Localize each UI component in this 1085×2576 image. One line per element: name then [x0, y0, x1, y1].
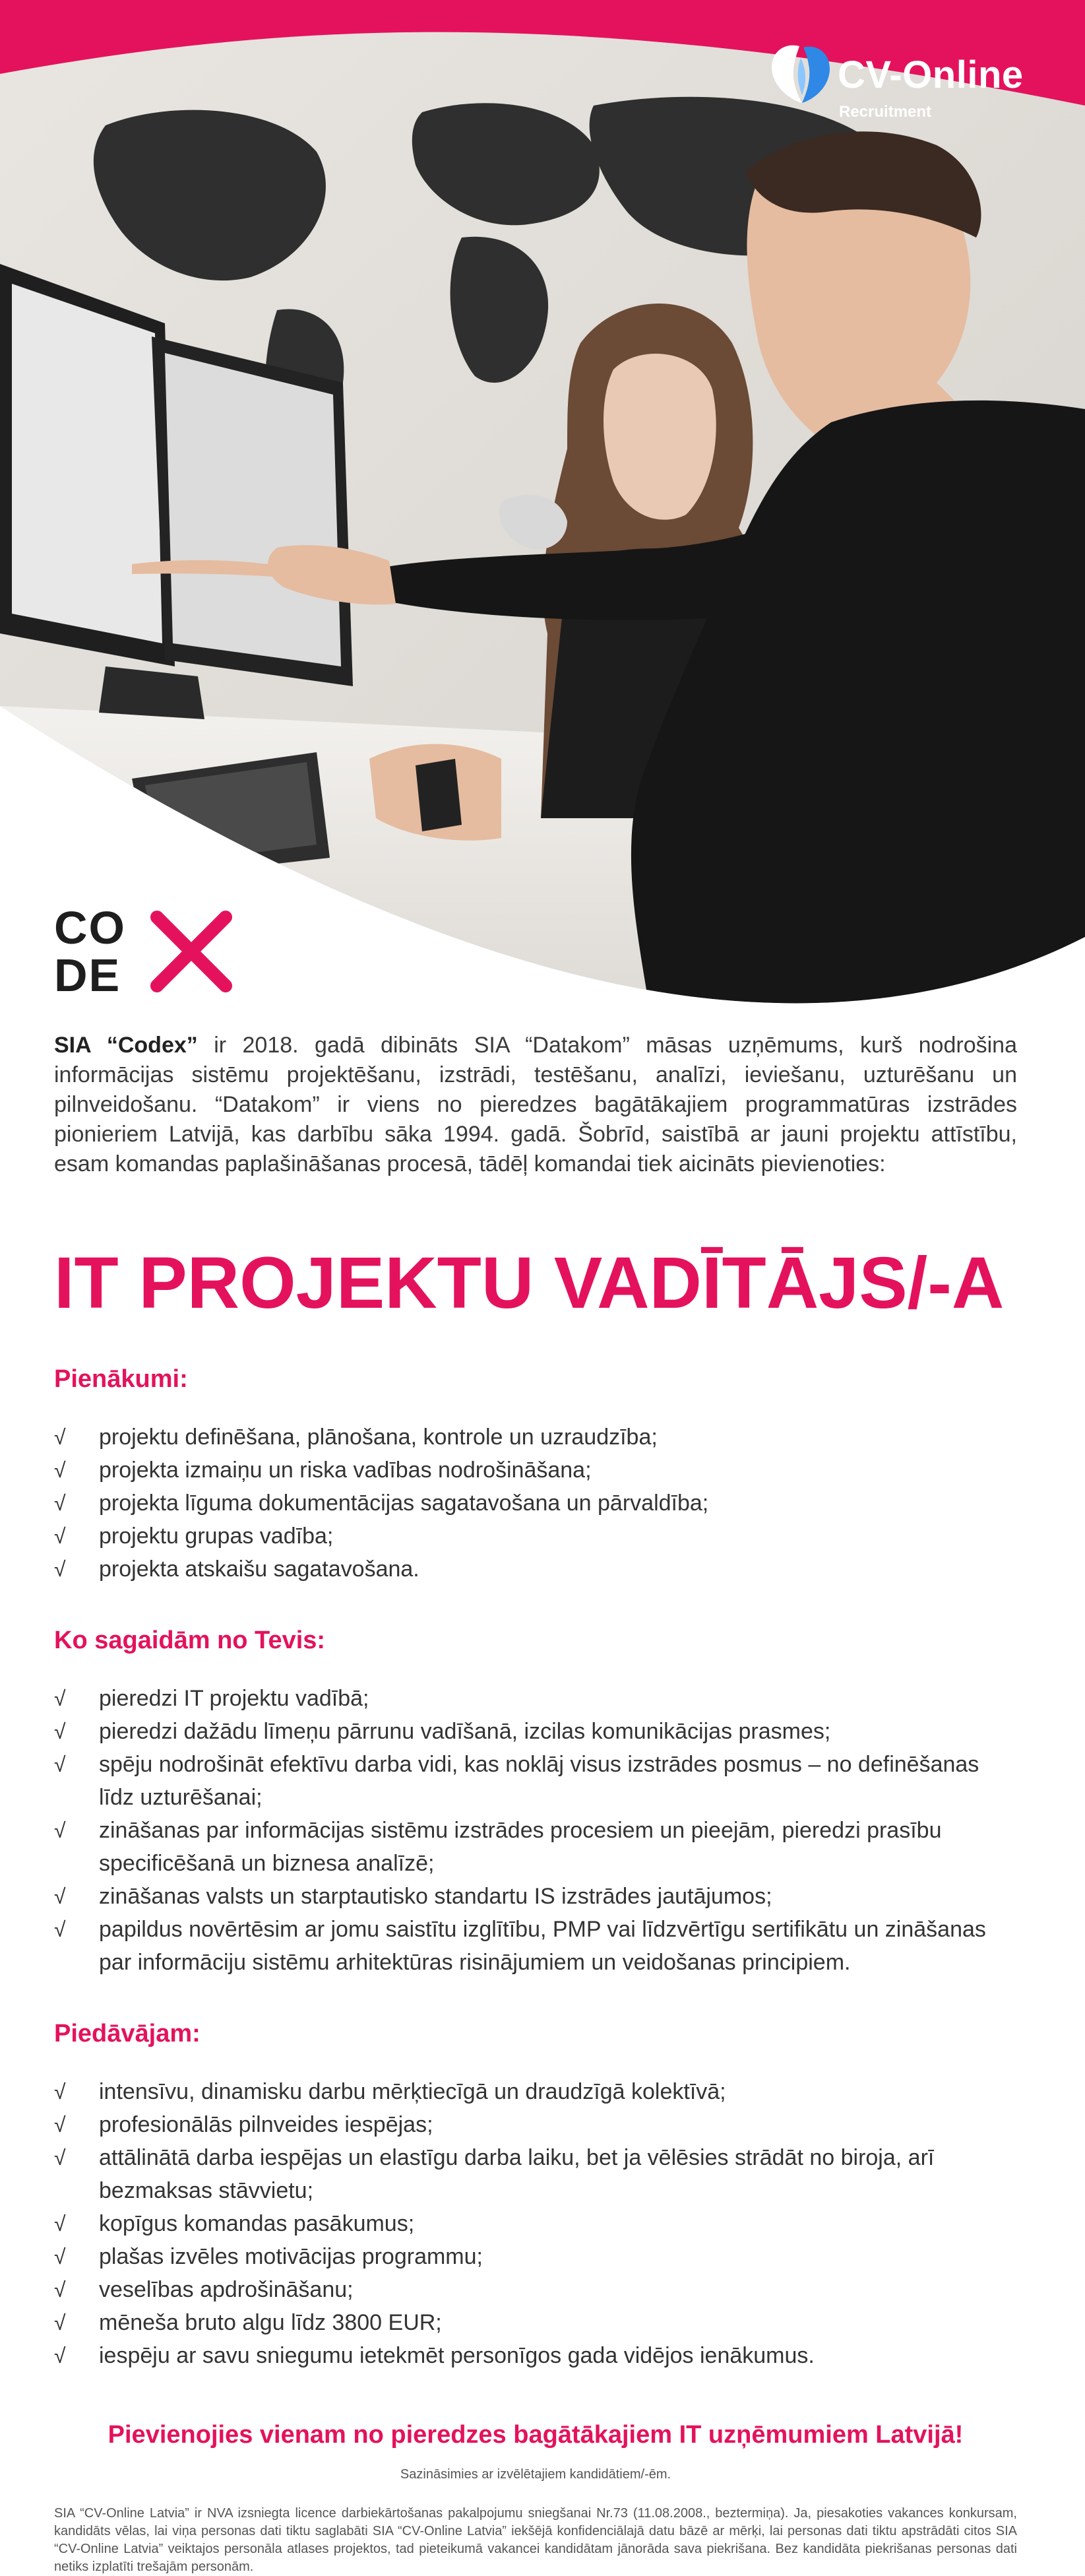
list-item	[54, 1880, 1017, 1913]
cv-online-brand-subtitle: Recruitment	[839, 103, 932, 121]
codex-logo	[54, 904, 245, 1003]
cv-online-brand-name: CV-Online	[838, 53, 1024, 96]
legal-notice: SIA “CV-Online Latvia” ir NVA izsniegta licence darbiekārtošanas pakalpojumu sniegšanai Nr.73 (11.08.2008., beztermiņa). Ja, piesakoties vakances konkursam, kandidāts vēlas, lai viņa personas dati tiktu saglabāti SIA “CV-Online Latvia” iekšējā konfidenciālajā datu bāzē ar mērķi, lai personas dati tiktu apstrādāti citos SIA “CV-Online Latvia” veiktajos personāla atlases projektos, tad pieteikumā vakancei kandidātam jānorāda sava piekrišana. Bez kandidāta piekrišanas personas dati netiks izplatīti trešajām personām.	[54, 2506, 1017, 2574]
checkmark-icon: √	[54, 1458, 66, 1482]
list-item	[54, 2075, 1017, 2108]
checkmark-icon: √	[54, 2113, 66, 2137]
codex-x-icon	[145, 905, 237, 998]
list-item-text: zināšanas par informācijas sistēmu izstrādes procesiem un pieejām, pieredzi prasību specificēšanā un biznesa analīzē;	[99, 1818, 942, 1876]
list-item-text: projekta atskaišu sagatavošana.	[99, 1557, 419, 1582]
list-item-text: papildus novērtēsim ar jomu saistītu izglītību, PMP vai līdzvērtīgu sertifikātu un zināšanas par informāciju sistēmu arhitektūras risinājumiem un veidošanas principiem.	[99, 1917, 986, 1975]
section-title: Pienākumi:	[54, 1365, 188, 1393]
cv-online-logo-icon	[765, 38, 838, 111]
checkmark-icon: √	[54, 2080, 66, 2104]
list-item	[54, 2306, 1017, 2339]
list-item-text: intensīvu, dinamisku darbu mērķtiecīgā un draudzīgā kolektīvā;	[99, 2079, 726, 2104]
checkmark-icon: √	[54, 1753, 66, 1776]
call-to-action: Pievienojies vienam no pieredzes bagātākajiem IT uzņēmumiem Latvijā!	[108, 2421, 964, 2449]
list-item-text: projekta līguma dokumentācijas sagatavošana un pārvaldība;	[99, 1491, 709, 1516]
checkmark-icon: √	[54, 1687, 66, 1710]
list-item	[54, 1715, 1017, 1748]
list-item	[54, 1814, 1017, 1880]
checkmark-icon: √	[54, 1819, 66, 1842]
contact-note: Sazināsimies ar izvēlētajiem kandidātiem/-ēm.	[400, 2467, 671, 2482]
list-item-text: projekta izmaiņu un riska vadības nodrošināšana;	[99, 1458, 592, 1483]
hero-banner	[0, 0, 1085, 1010]
list-item-text: zināšanas valsts un starptautisko standartu IS izstrādes jautājumos;	[99, 1884, 772, 1909]
checkmark-icon: √	[54, 1917, 66, 1941]
checkmark-icon: √	[54, 1524, 66, 1548]
checkmark-icon: √	[54, 2245, 66, 2269]
list-item-text: plašas izvēles motivācijas programmu;	[99, 2244, 483, 2269]
list-item-text: iespēju ar savu sniegumu ietekmēt personīgos gada vidējos ienākumus.	[99, 2343, 815, 2368]
section-2	[54, 2018, 1017, 2372]
list-item	[54, 1748, 1017, 1814]
list-item	[54, 1421, 1017, 1454]
section-list	[54, 1421, 1017, 1586]
checkmark-icon: √	[54, 1425, 66, 1449]
checkmark-icon: √	[54, 1884, 66, 1908]
company-intro	[54, 1031, 1017, 1179]
company-description: ir 2018. gadā dibināts SIA “Datakom” māsas uzņēmums, kurš nodrošina informācijas sistēmu projektēšanu, izstrādi, testēšanu, analīzi, ieviešanu, uzturēšanu un pilnveidošanu. “Datakom” ir viens no pieredzes bagātākajiem programmatūras izstrādes pionieriem Latvijā, kas darbību sāka 1994. gadā. Šobrīd, saistībā ar jauni projektu attīstību, esam komandas paplašināšanas procesā, tādēļ komandai tiek aicināts pievienoties:	[54, 1033, 1017, 1176]
section-1	[54, 1625, 1017, 1979]
list-item-text: attālinātā darba iespējas un elastīgu darba laiku, bet ja vēlēsies strādāt no biroja, arī bezmaksas stāvvietu;	[99, 2145, 935, 2203]
job-title: IT PROJEKTU VADĪTĀJS/-A	[54, 1242, 1005, 1324]
list-item-text: projektu grupas vadība;	[99, 1524, 334, 1549]
list-item-text: projektu definēšana, plānošana, kontrole un uzraudzība;	[99, 1425, 658, 1450]
list-item	[54, 2273, 1017, 2306]
list-item-text: spēju nodrošināt efektīvu darba vidi, kas noklāj visus izstrādes posmus – no definēšanas līdz uzturēšanai;	[99, 1752, 979, 1810]
list-item	[54, 2339, 1017, 2372]
list-item	[54, 2108, 1017, 2141]
checkmark-icon: √	[54, 2344, 66, 2367]
list-item-text: profesionālās pilnveides iespējas;	[99, 2112, 433, 2137]
job-posting-content	[54, 1031, 1017, 2576]
checkmark-icon: √	[54, 2278, 66, 2302]
list-item-text: pieredzi dažādu līmeņu pārrunu vadīšanā, izcilas komunikācijas prasmes;	[99, 1719, 831, 1744]
cv-online-logo[interactable]	[765, 38, 1042, 131]
checkmark-icon: √	[54, 2212, 66, 2236]
job-sections	[54, 1364, 1017, 2372]
section-title: Ko sagaidām no Tevis:	[54, 1626, 326, 1654]
codex-logo-letters	[54, 904, 126, 999]
codex-logo-line-2: DE	[54, 950, 121, 1001]
hero-photo	[0, 0, 1085, 1010]
list-item	[54, 1913, 1017, 1979]
list-item	[54, 2240, 1017, 2273]
list-item-text: veselības apdrošināšanu;	[99, 2277, 354, 2302]
checkmark-icon: √	[54, 1720, 66, 1743]
list-item	[54, 1520, 1017, 1553]
list-item	[54, 1553, 1017, 1586]
checkmark-icon: √	[54, 1491, 66, 1515]
checkmark-icon: √	[54, 2311, 66, 2334]
company-name: SIA “Codex”	[54, 1033, 198, 1058]
list-item-text: mēneša bruto algu līdz 3800 EUR;	[99, 2310, 442, 2335]
list-item	[54, 1487, 1017, 1520]
section-0	[54, 1364, 1017, 1586]
checkmark-icon: √	[54, 2146, 66, 2170]
list-item-text: kopīgus komandas pasākumus;	[99, 2211, 415, 2236]
list-item	[54, 2207, 1017, 2240]
list-item	[54, 1454, 1017, 1487]
checkmark-icon: √	[54, 1557, 66, 1581]
list-item	[54, 1682, 1017, 1715]
codex-logo-line-1: CO	[54, 902, 126, 953]
list-item	[54, 2141, 1017, 2207]
section-list	[54, 1682, 1017, 1979]
section-title: Piedāvājam:	[54, 2020, 201, 2047]
section-list	[54, 2075, 1017, 2372]
list-item-text: pieredzi IT projektu vadībā;	[99, 1686, 369, 1711]
